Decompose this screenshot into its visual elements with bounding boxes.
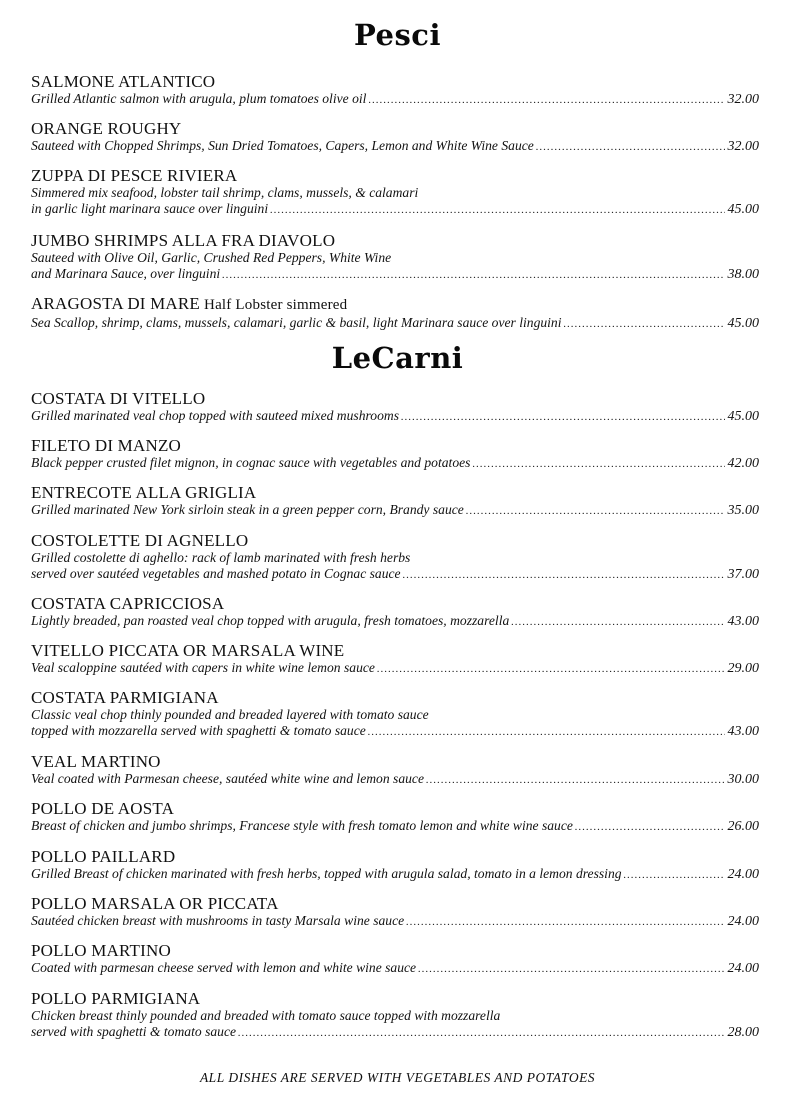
dish-name: [31, 483, 759, 502]
dish-price: 24.00: [727, 914, 759, 929]
dish-name-text: COSTATA DI VITELLO: [31, 389, 206, 408]
dish-description-text: and Marinara Sauce, over linguini: [31, 266, 221, 281]
dish-description-line: [31, 707, 759, 723]
dish-description-line: [31, 315, 759, 332]
menu-footer-note: ALL DISHES ARE SERVED WITH VEGETABLES AND POTATOES: [199, 1070, 596, 1085]
dish-description-line: [31, 250, 759, 266]
dish-description-text: Sea Scallop, shrimp, clams, mussels, calamari, garlic & basil, light Marinara sauce over linguini: [31, 315, 562, 330]
dish-price: 24.00: [727, 867, 759, 882]
dish-name: [31, 688, 759, 707]
menu-item: [31, 389, 759, 425]
dish-price: 32.00: [727, 92, 759, 107]
menu-item: [31, 231, 759, 283]
dish-name-text: VEAL MARTINO: [31, 752, 161, 771]
dot-leader: [426, 772, 725, 788]
dot-leader: [564, 316, 725, 332]
dot-leader: [624, 867, 725, 883]
dish-name: [31, 531, 759, 550]
menu-item: [31, 166, 759, 218]
dot-leader: [472, 456, 724, 472]
dish-description-line: [31, 866, 759, 883]
dish-name-text: SALMONE ATLANTICO: [31, 72, 216, 91]
dish-price: 45.00: [727, 316, 759, 331]
menu-item: [31, 72, 759, 108]
dish-description-text: Veal coated with Parmesan cheese, sautéed white wine and lemon sauce: [31, 771, 424, 786]
dish-description-line: [31, 138, 759, 155]
dish-name: [31, 641, 759, 660]
menu-item: [31, 894, 759, 930]
dish-name-text: POLLO DE AOSTA: [31, 799, 175, 818]
dish-name: [31, 119, 759, 138]
dish-description-text: Grilled costolette di aghello: rack of lamb marinated with fresh herbs: [31, 550, 411, 565]
dish-name-text: POLLO PARMIGIANA: [31, 989, 201, 1008]
section-title-lecarni: LeCarni: [331, 341, 464, 375]
dish-description-line: [31, 1008, 759, 1024]
dish-description-text: Classic veal chop thinly pounded and breaded layered with tomato sauce: [31, 707, 429, 722]
menu-item: [31, 847, 759, 883]
dot-leader: [406, 914, 724, 930]
menu-item: [31, 989, 759, 1041]
dish-description-line: [31, 201, 759, 218]
dish-name-text: ORANGE ROUGHY: [31, 119, 182, 138]
dot-leader: [418, 961, 724, 977]
dish-price: 24.00: [727, 961, 759, 976]
dish-name-text: POLLO MARTINO: [31, 941, 171, 960]
dish-description-text: Black pepper crusted filet mignon, in cognac sauce with vegetables and potatoes: [31, 455, 471, 470]
dish-name-text: ARAGOSTA DI MARE: [31, 294, 201, 313]
dish-name-text: JUMBO SHRIMPS ALLA FRA DIAVOLO: [31, 231, 336, 250]
dish-name-text: POLLO MARSALA OR PICCATA: [31, 894, 279, 913]
dish-description-line: [31, 408, 759, 425]
dish-name-text: ENTRECOTE ALLA GRIGLIA: [31, 483, 257, 502]
dish-description-line: [31, 1024, 759, 1041]
dot-leader: [368, 92, 724, 108]
dish-description-line: [31, 818, 759, 835]
dish-name-text: ZUPPA DI PESCE RIVIERA: [31, 166, 238, 185]
dish-description-text: Grilled marinated veal chop topped with sauteed mixed mushrooms: [31, 408, 399, 423]
dish-description-line: [31, 550, 759, 566]
dish-price: 45.00: [727, 202, 759, 217]
dot-leader: [238, 1025, 724, 1041]
dish-description-text: topped with mozzarella served with spaghetti & tomato sauce: [31, 723, 366, 738]
dish-description-text: Sauteed with Chopped Shrimps, Sun Dried Tomatoes, Capers, Lemon and White Wine Sauce: [31, 138, 534, 153]
menu-item: [31, 119, 759, 155]
dish-price: 37.00: [727, 567, 759, 582]
dish-description-line: [31, 185, 759, 201]
dish-description-text: Sauteed with Olive Oil, Garlic, Crushed Red Peppers, White Wine: [31, 250, 392, 265]
dish-description-line: [31, 771, 759, 788]
dish-price: 43.00: [727, 614, 759, 629]
dish-description-line: [31, 566, 759, 583]
dot-leader: [403, 567, 725, 583]
dish-price: 42.00: [727, 456, 759, 471]
dish-description-text: Grilled marinated New York sirloin steak in a green pepper corn, Brandy sauce: [31, 502, 464, 517]
menu-item: [31, 483, 759, 519]
dot-leader: [575, 819, 725, 835]
dish-description-text: served over sautéed vegetables and mashed potato in Cognac sauce: [31, 566, 401, 581]
dish-description-text: Chicken breast thinly pounded and breaded with tomato sauce topped with mozzarella: [31, 1008, 501, 1023]
dish-description-text: Veal scaloppine sautéed with capers in white wine lemon sauce: [31, 660, 375, 675]
dish-description-text: Simmered mix seafood, lobster tail shrimp, clams, mussels, & calamari: [31, 185, 419, 200]
dish-description-text: Grilled Atlantic salmon with arugula, plum tomatoes olive oil: [31, 91, 367, 106]
dish-name-text: COSTATA CAPRICCIOSA: [31, 594, 225, 613]
dish-price: 32.00: [727, 139, 759, 154]
menu-item: [31, 941, 759, 977]
dish-description-text: Coated with parmesan cheese served with lemon and white wine sauce: [31, 960, 417, 975]
menu-item: [31, 594, 759, 630]
dot-leader: [536, 139, 725, 155]
dish-description-text: Grilled Breast of chicken marinated with fresh herbs, topped with arugula salad, tomato in a lemon dressing: [31, 866, 622, 881]
dish-description-line: [31, 266, 759, 283]
dish-description-line: [31, 502, 759, 519]
dot-leader: [270, 202, 724, 218]
dot-leader: [368, 724, 725, 740]
menu-item: [31, 752, 759, 788]
dish-name: [31, 231, 759, 250]
dish-name: [31, 847, 759, 866]
menu-item: [31, 531, 759, 583]
dish-description-text: Sautéed chicken breast with mushrooms in tasty Marsala wine sauce: [31, 913, 405, 928]
dish-name: [31, 989, 759, 1008]
dish-name: [31, 294, 759, 315]
dish-description-line: [31, 613, 759, 630]
dot-leader: [377, 661, 725, 677]
dish-price: 26.00: [727, 819, 759, 834]
dish-description-line: [31, 960, 759, 977]
dish-name-text: FILETO DI MANZO: [31, 436, 182, 455]
menu-item: [31, 799, 759, 835]
dish-note: Half Lobster simmered: [204, 297, 348, 313]
dish-description-line: [31, 455, 759, 472]
dish-name: [31, 894, 759, 913]
dish-price: 29.00: [727, 661, 759, 676]
dish-price: 45.00: [727, 409, 759, 424]
menu-item: [31, 436, 759, 472]
dish-name-text: COSTOLETTE DI AGNELLO: [31, 531, 249, 550]
dish-name: [31, 72, 759, 91]
dot-leader: [222, 267, 724, 283]
dot-leader: [511, 614, 724, 630]
dish-name: [31, 941, 759, 960]
dish-name: [31, 166, 759, 185]
dish-price: 43.00: [727, 724, 759, 739]
menu-item: [31, 294, 759, 332]
dish-name: [31, 389, 759, 408]
dish-description-line: [31, 91, 759, 108]
dish-description-text: served with spaghetti & tomato sauce: [31, 1024, 237, 1039]
dish-price: 28.00: [727, 1025, 759, 1040]
dish-name-text: POLLO PAILLARD: [31, 847, 176, 866]
dish-description-text: in garlic light marinara sauce over linguini: [31, 201, 269, 216]
dish-description-text: Breast of chicken and jumbo shrimps, Francese style with fresh tomato lemon and white wine sauce: [31, 818, 573, 833]
dish-price: 30.00: [727, 772, 759, 787]
menu-item: [31, 688, 759, 740]
dish-name: [31, 752, 759, 771]
menu-item: [31, 641, 759, 677]
dish-name: [31, 436, 759, 455]
dot-leader: [466, 503, 725, 519]
dish-description-text: Lightly breaded, pan roasted veal chop topped with arugula, fresh tomatoes, mozzarella: [31, 613, 510, 628]
dish-description-line: [31, 660, 759, 677]
dish-price: 38.00: [727, 267, 759, 282]
dish-name-text: COSTATA PARMIGIANA: [31, 688, 219, 707]
dish-price: 35.00: [727, 503, 759, 518]
dish-description-line: [31, 723, 759, 740]
dot-leader: [401, 409, 725, 425]
dish-name: [31, 799, 759, 818]
section-title-pesci: Pesci: [354, 18, 441, 52]
dish-name: [31, 594, 759, 613]
dish-name-text: VITELLO PICCATA OR MARSALA WINE: [31, 641, 345, 660]
dish-description-line: [31, 913, 759, 930]
